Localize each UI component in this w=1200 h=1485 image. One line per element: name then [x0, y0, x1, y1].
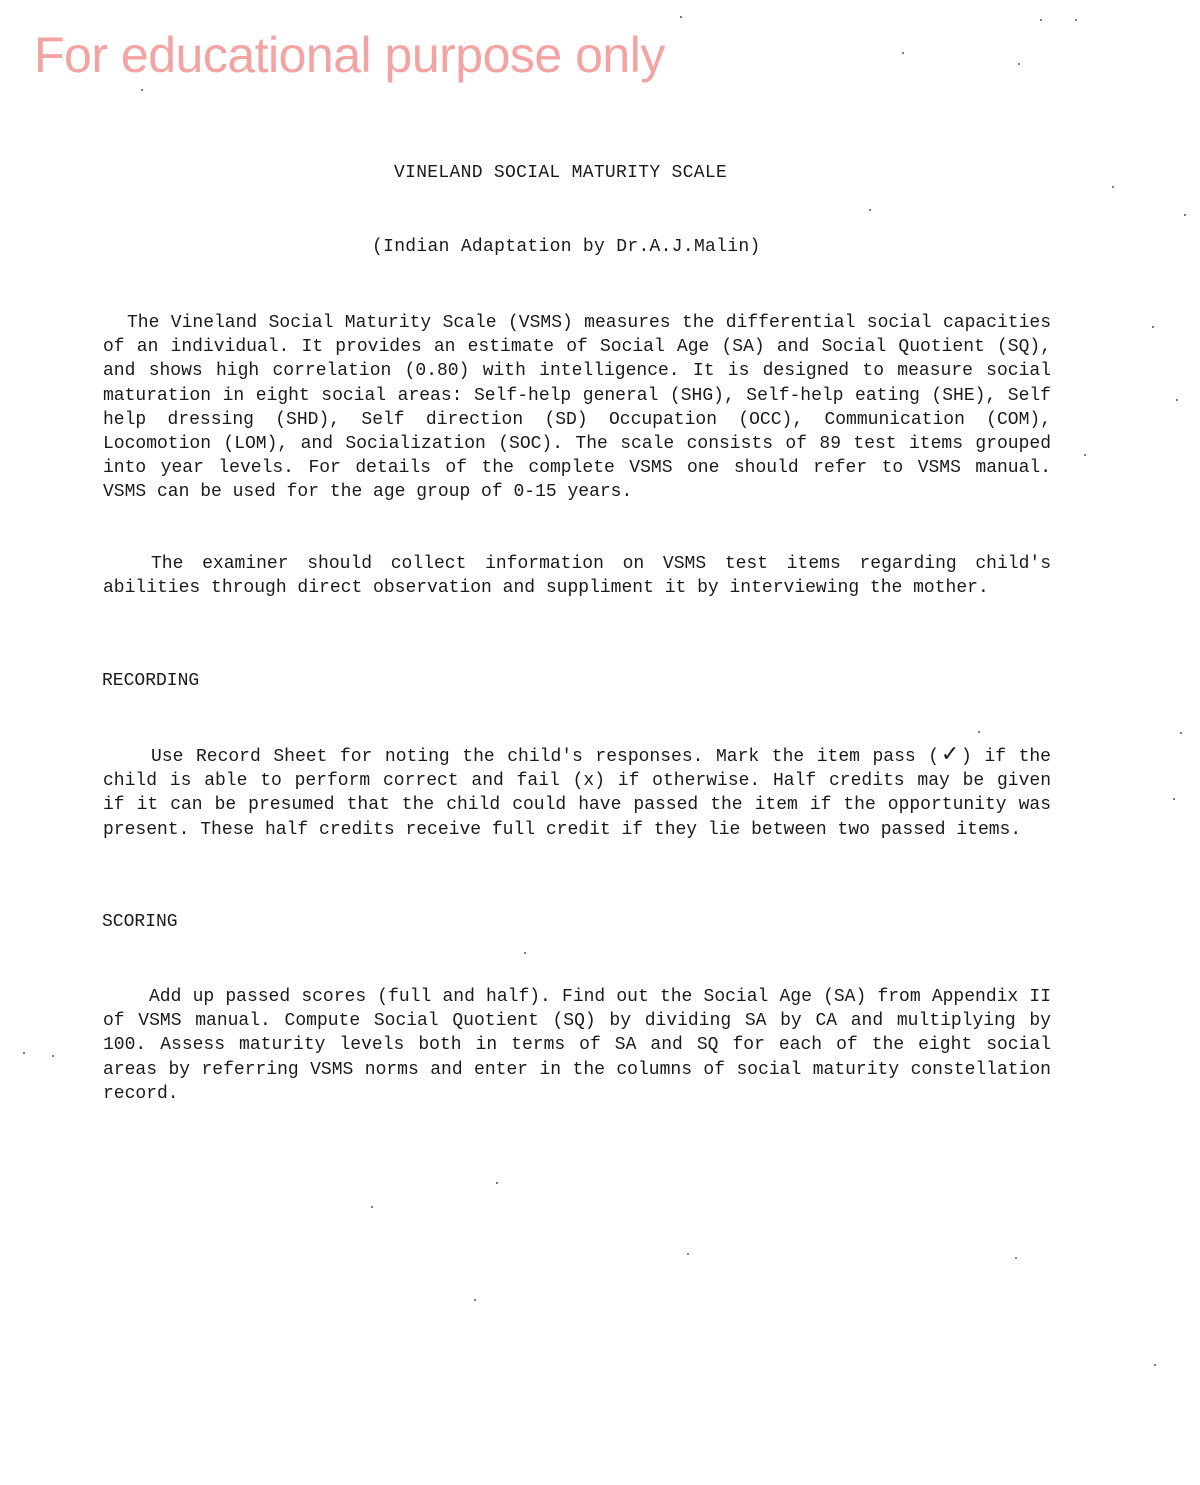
- document-title: VINELAND SOCIAL MATURITY SCALE: [394, 163, 728, 183]
- recording-text-start: Use Record Sheet for noting the child's responses. Mark the item pass (: [151, 747, 940, 767]
- watermark: For educational purpose only: [34, 27, 665, 83]
- intro-paragraph: The Vineland Social Maturity Scale (VSMS) measures the differential social capacities of an individual. It provides an estimate of Social Age (SA) and Social Quotient (SQ), and shows high correlation (0.80) with intelligence. It is designed to measure social maturation in eight social areas: Self-help general (SHG), Self-help eating (SHE), Self help dressing (SHD), Self direction (SD) Occupation (OCC), Communication (COM), Locomotion (LOM), and Socialization (SOC). The scale consists of 89 test items grouped into year levels. For details of the complete VSMS one should refer to VSMS manual. VSMS can be used for the age group of 0-15 years.: [103, 313, 1051, 503]
- recording-text-end: ) if the child is able to perform correct and fail (x) if otherwise. Half credits may be given if it can be presumed that the child could have passed the item if the opportunity was present. These half credits receive full credit if they lie between two passed items.: [103, 747, 1051, 840]
- examiner-paragraph: The examiner should collect information on VSMS test items regarding child's abilities through direct observation and suppliment it by interviewing the mother.: [103, 554, 1051, 599]
- recording-heading: RECORDING: [102, 671, 200, 691]
- scoring-paragraph: Add up passed scores (full and half). Find out the Social Age (SA) from Appendix II of VSMS manual. Compute Social Quotient (SQ) by dividing SA by CA and multiplying by 100. Assess maturity levels both in terms of SA and SQ for each of the eight social areas by referring VSMS norms and enter in the columns of social maturity constellation record.: [103, 987, 1051, 1104]
- scoring-heading: SCORING: [102, 912, 178, 932]
- document-subtitle: (Indian Adaptation by Dr.A.J.Malin): [372, 237, 761, 257]
- check-mark-icon: ✓: [939, 742, 962, 767]
